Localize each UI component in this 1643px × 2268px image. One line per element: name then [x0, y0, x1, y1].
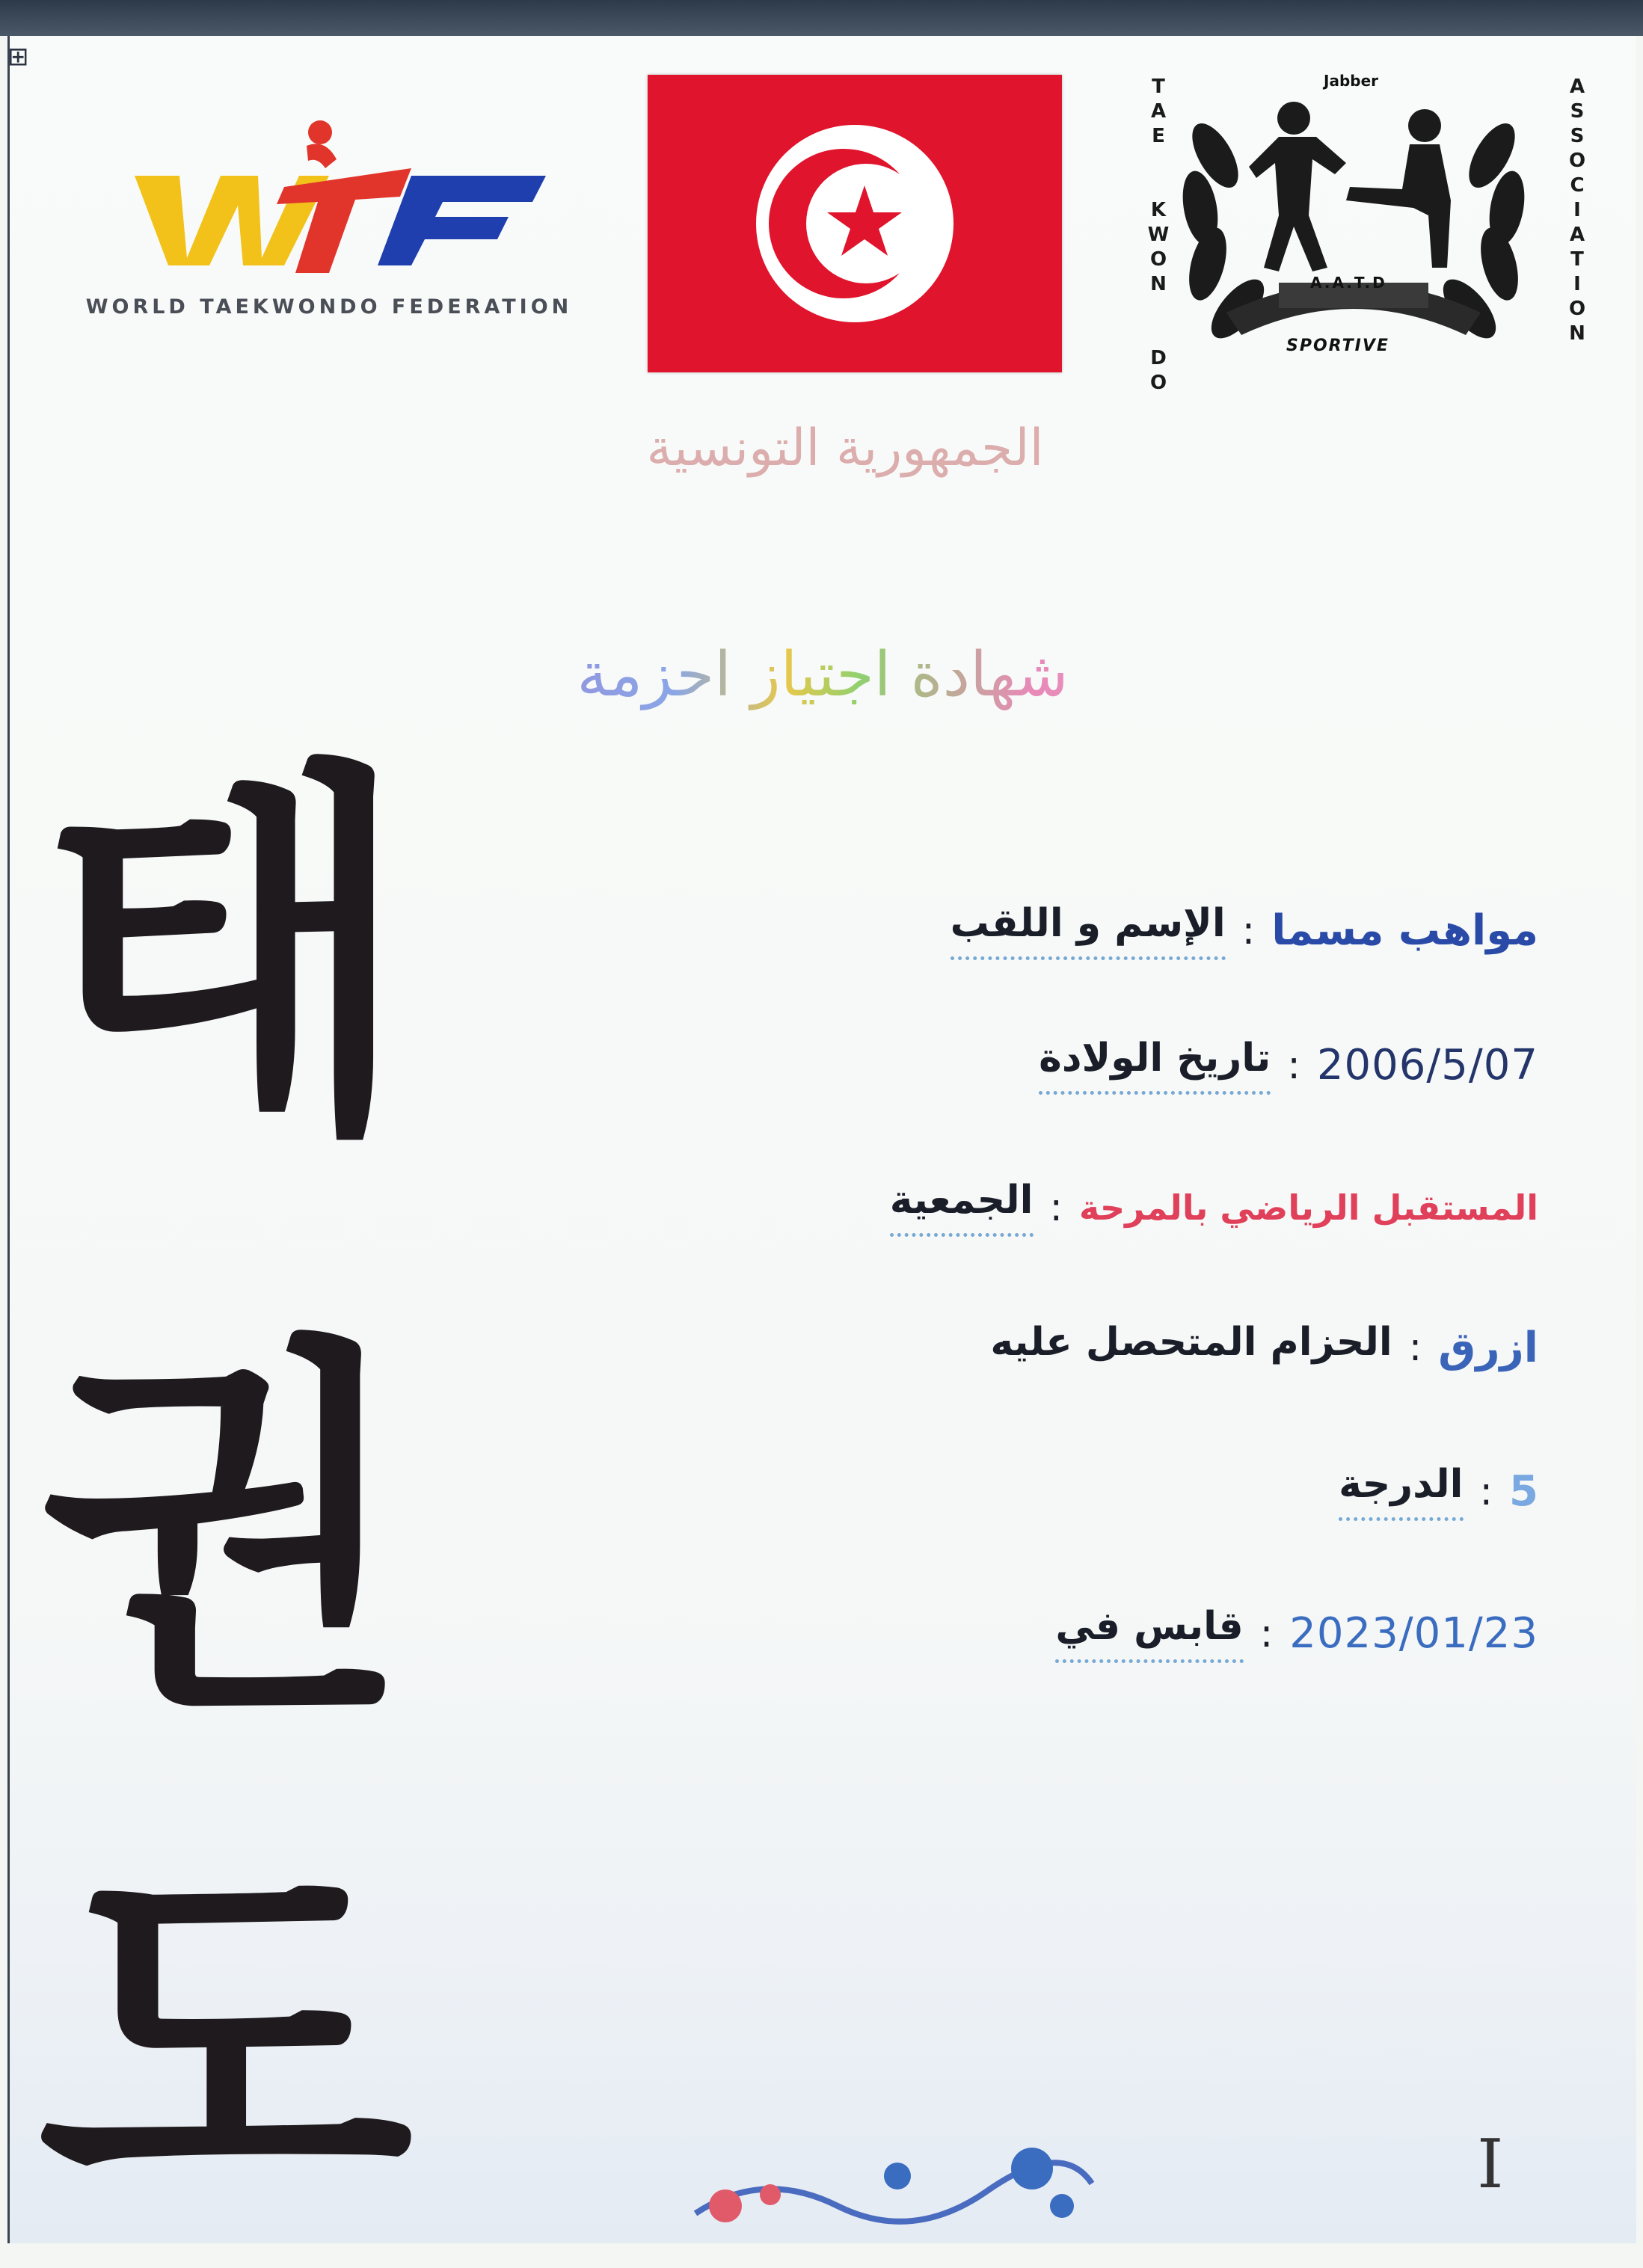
- emblem-left-text: T A E K W O N D O: [1147, 76, 1170, 394]
- emblem-mid-text: A.A.T.D: [1310, 274, 1387, 292]
- colon: :: [1408, 1325, 1422, 1370]
- text-cursor-icon: I: [1477, 2125, 1504, 2204]
- colon: :: [1287, 1042, 1300, 1088]
- hangul-kwon: 권: [37, 1306, 414, 1760]
- birth-label: تاريخ الولادة: [1039, 1036, 1271, 1095]
- name-row: [951, 901, 1538, 960]
- issued-label: قابس في: [1055, 1604, 1243, 1663]
- window-title-bar: [0, 0, 1643, 36]
- colon: :: [1049, 1184, 1063, 1230]
- emblem-bottom-text: SPORTIVE: [1286, 336, 1389, 355]
- emblem-top-text: Jabber: [1324, 72, 1378, 90]
- club-label: الجمعية: [890, 1178, 1034, 1237]
- colon: :: [1241, 908, 1256, 953]
- club-row: [890, 1178, 1538, 1237]
- issued-row: [1055, 1604, 1538, 1663]
- emblem-right-text: A S S O C I A T I O N: [1568, 76, 1586, 345]
- country-heading: الجمهورية التونسية: [646, 419, 1044, 478]
- table-move-handle-icon[interactable]: ⊞: [7, 42, 29, 72]
- grade-row: [1339, 1462, 1538, 1521]
- hangul-do: 도: [37, 1815, 414, 2268]
- colon: :: [1259, 1611, 1274, 1656]
- tunisia-flag: [648, 75, 1062, 372]
- name-label: الإسم و اللقب: [951, 901, 1226, 960]
- birth-row: [1039, 1036, 1538, 1095]
- belt-row: [990, 1320, 1538, 1375]
- flag-emblem-icon: [648, 75, 1062, 372]
- belt-value[interactable]: ازرق: [1438, 1323, 1538, 1372]
- birth-value[interactable]: 2006/5/07: [1316, 1041, 1538, 1090]
- colon: :: [1479, 1469, 1493, 1514]
- hangul-tae: 태: [37, 731, 414, 1184]
- belt-label: الحزام المتحصل عليه: [990, 1320, 1392, 1365]
- certificate-title: شهادة اجتياز احزمة: [449, 639, 1197, 710]
- issued-value[interactable]: 2023/01/23: [1289, 1609, 1538, 1658]
- floral-ornament: [673, 2124, 1107, 2243]
- grade-value[interactable]: 5: [1509, 1467, 1538, 1516]
- grade-label: الدرجة: [1339, 1462, 1463, 1521]
- club-value[interactable]: المستقبل الرياضي بالمرحة: [1079, 1187, 1538, 1228]
- wtf-caption: WORLD TAEKWONDO FEDERATION: [85, 295, 573, 319]
- name-value[interactable]: مواهب مسما: [1271, 906, 1538, 955]
